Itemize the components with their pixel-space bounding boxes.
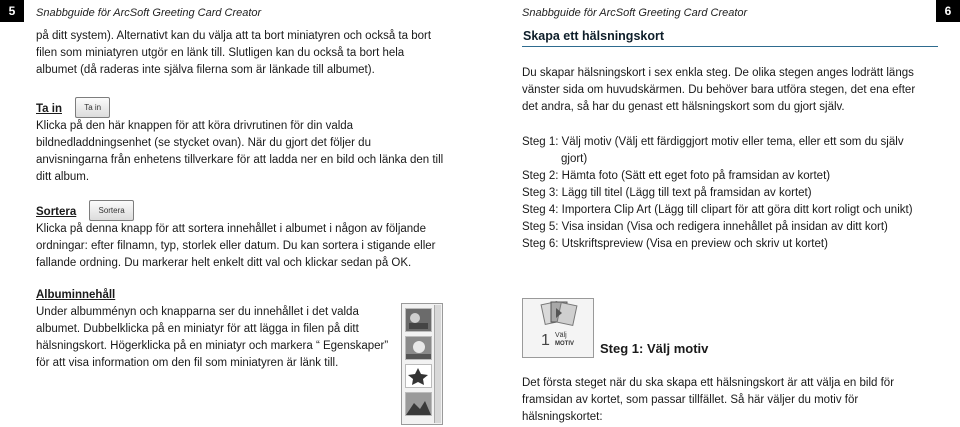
albuminnehall-section [36, 287, 396, 372]
album-thumbnail[interactable] [405, 392, 432, 416]
page-number-right: 6 [936, 0, 960, 22]
section-title: Skapa ett hälsningskort [522, 29, 938, 47]
step-number-glyph: 1 [541, 332, 550, 349]
ta-in-heading: Ta in [36, 103, 62, 115]
motiv-icon-label-2: MOTIV [555, 341, 574, 347]
step-item: Steg 6: Utskriftspreview (Visa en preview och skriv ut kortet) [522, 238, 828, 250]
steg1-paragraph [522, 375, 942, 426]
text-line: anvisningarna från enhetens tillverkare för att ladda ner en bild och länka den till [36, 154, 444, 166]
sortera-button[interactable]: Sortera [89, 200, 133, 221]
album-thumbnail[interactable] [405, 336, 432, 360]
albuminnehall-heading: Albuminnehåll [36, 289, 116, 301]
scrollbar[interactable] [434, 305, 441, 423]
left-intro-paragraph [36, 28, 466, 79]
text-line: för att visa information om den fil som miniatyren är länk till. [36, 357, 339, 369]
text-line: fallande ordning. Du markerar helt enkelt ditt val och klickar sedan på OK. [36, 257, 412, 269]
step-item: Steg 2: Hämta foto (Sätt ett eget foto på framsidan av kortet) [522, 170, 831, 182]
sortera-section [36, 200, 466, 272]
text-line: vänster sida om huvudskärmen. Du behöver bara utföra stegen, det ena efter [522, 84, 916, 96]
valj-motiv-icon [522, 298, 594, 358]
steps-list [522, 134, 942, 253]
text-line: albumet. Dubbelklicka på en miniatyr för att lägga in filen på ditt [36, 323, 359, 335]
text-line: filen som miniatyren utgör en länk till. Slutligen kan du också ta bort hela [36, 47, 405, 59]
step-item: Steg 4: Importera Clip Art (Lägg till clipart för att göra ditt kort roligt och unikt) [522, 204, 913, 216]
text-line: hälsningskortet: [522, 411, 603, 423]
text-line: Klicka på den här knappen för att köra drivrutinen för din valda [36, 120, 354, 132]
album-thumbnail-panel [401, 303, 443, 425]
step-item: Steg 5: Visa insidan (Visa och redigera innehållet på insidan av ditt kort) [522, 221, 888, 233]
text-line: ordningar: efter filnamn, typ, storlek eller datum. Du kan sortera i stigande eller [36, 240, 436, 252]
ta-in-section [36, 97, 466, 186]
text-line: Under albumményn och knapparna ser du innehållet i det valda [36, 306, 359, 318]
text-line: Klicka på denna knapp för att sortera innehållet i albumet i någon av följande [36, 223, 426, 235]
album-thumbnail[interactable] [405, 308, 432, 332]
ta-in-button[interactable]: Ta in [75, 97, 110, 118]
running-head-right: Snabbguide för ArcSoft Greeting Card Creator [522, 7, 748, 19]
sortera-heading: Sortera [36, 206, 77, 218]
step-item-continuation: gjort) [561, 153, 588, 165]
steg1-heading: Steg 1: Välj motiv [600, 341, 709, 356]
album-thumbnail[interactable] [405, 364, 432, 388]
page-number-left: 5 [0, 0, 24, 22]
text-line: bildnedladdningsenhet (se stycket ovan). När du gjort det följer du [36, 137, 371, 149]
right-intro-paragraph [522, 65, 942, 116]
text-line: det andra, så har du genast ett hälsningskort som du gjort själv. [522, 101, 845, 113]
running-head-left: Snabbguide för ArcSoft Greeting Card Creator [36, 7, 262, 19]
text-line: hälsningskort. Högerklicka på en miniatyr och markera “ Egenskaper” [36, 340, 389, 352]
text-line: albumet (då raderas inte själva filerna som är länkade till albumet). [36, 64, 375, 76]
text-line: ditt album. [36, 171, 90, 183]
text-line: på ditt system). Alternativt kan du välja att ta bort miniatyren och också ta bort [36, 30, 432, 42]
text-line: Du skapar hälsningskort i sex enkla steg. De olika stegen anges lodrätt längs [522, 67, 914, 79]
motiv-icon-label-1: Välj [555, 332, 567, 339]
step-item: Steg 1: Välj motiv (Välj ett färdiggjort motiv eller tema, eller ett som du själv [522, 136, 904, 148]
step-item: Steg 3: Lägg till titel (Lägg till text på framsidan av kortet) [522, 187, 812, 199]
text-line: Det första steget när du ska skapa ett hälsningskort är att välja en bild för [522, 377, 895, 389]
text-line: framsidan av kortet, som passar tillfället. Så här väljer du motiv för [522, 394, 859, 406]
